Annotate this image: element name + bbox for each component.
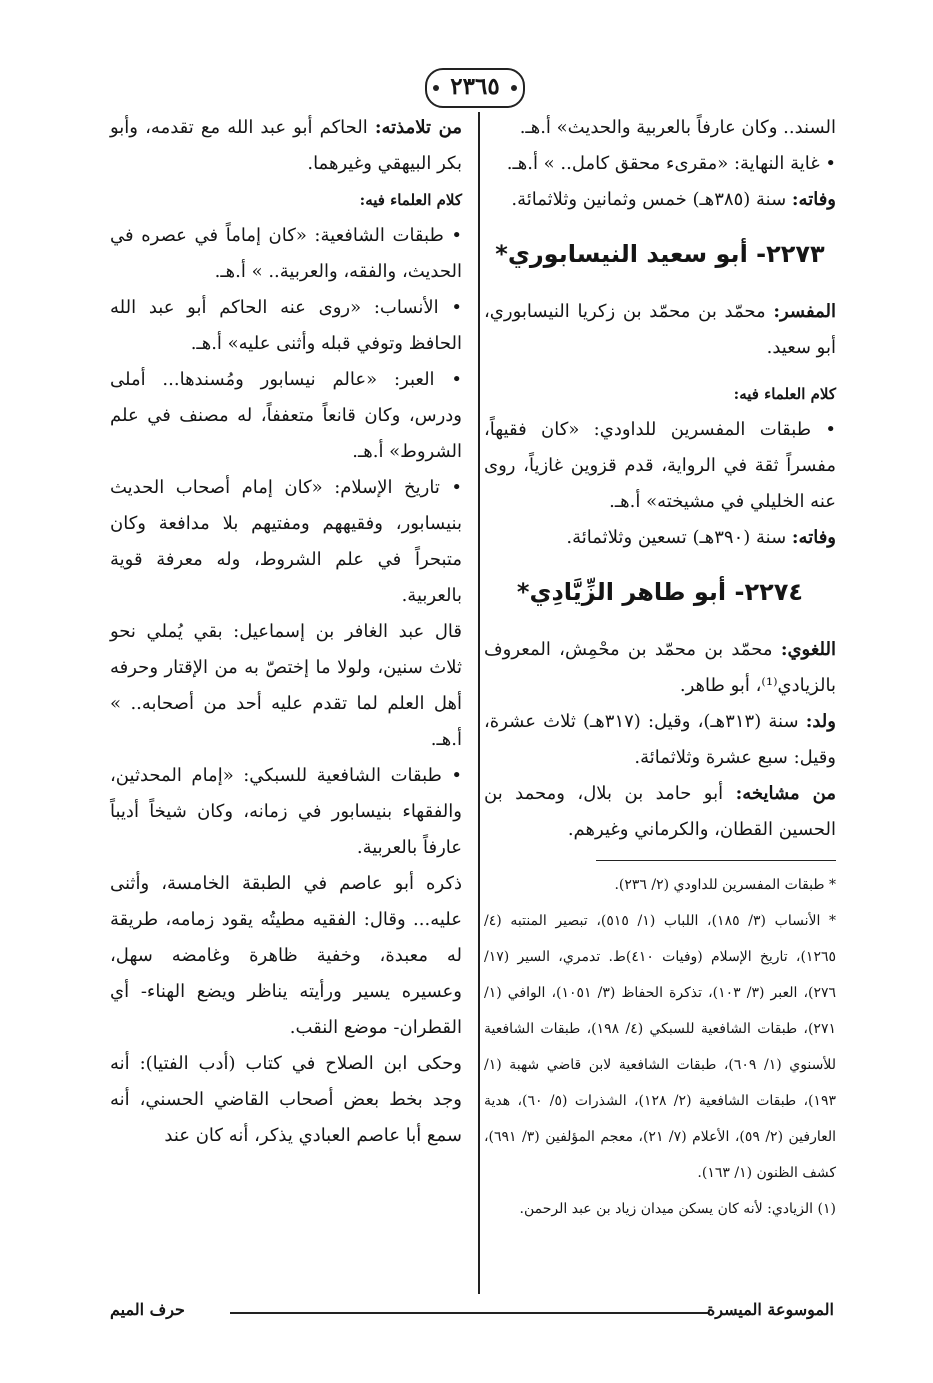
footer-rule bbox=[230, 1312, 709, 1314]
footnote: * الأنساب (٣/ ١٨٥)، اللباب (١/ ٥١٥)، تبصير المنتبه (٤/ ١٢٦٥)، تاريخ الإسلام (وفيات ٤١٠)ط. تدمري، السير (١٧/ ٢٧٦)، العبر (٣/ ١٠٣)، تذكرة الحفاظ (٣/ ١٠٥١)، الوافي (١/ ٢٧١)، طبقات الشافعية للسبكي (٤/ ١٩٨)، طبقات الشافعية للأسنوي (١/ ٦٠٩)، طبقات الشافعية لابن قاضي شهبة (١/ ١٩٣)، طبقات الشافعية (٢/ ١٢٨)، الشذرات (٥/ ٦٠)، هدية العارفين (٢/ ٥٩)، الأعلام (٧/ ٢١)، معجم المؤلفين (٣/ ٦٩١)، كشف الظنون (١/ ١٦٣). bbox=[484, 913, 837, 1181]
label: ولد: bbox=[805, 711, 836, 732]
footnote: (١) الزيادي: لأنه كان يسكن ميدان زياد بن عبد الرحمن. bbox=[519, 1201, 836, 1217]
text: سنة (٣٩٠هـ) تسعين وثلاثمائة. bbox=[566, 527, 792, 548]
text: الحاكم أبو عبد الله مع تقدمه، وأبو بكر البيهقي وغيرهما. bbox=[110, 117, 462, 174]
text: محمّد بن محمّد بن زكريا النيسابوري، أبو سعيد. bbox=[484, 301, 836, 358]
paragraph bbox=[110, 110, 462, 182]
paragraph: • تاريخ الإسلام: «كان إمام أصحاب الحديث بنيسابور، وفقيههم ومفتيهم بلا مدافعة وكان متبحراً في علم الشروط، وله معرفة قوية بالعربية. bbox=[110, 477, 462, 606]
paragraph: وحكى ابن الصلاح في كتاب (أدب الفتيا): أنه وجد بخط بعض أصحاب القاضي الحسني، أنه سمع أبا عاصم العبادي يذكر، أنه كان عند bbox=[110, 1053, 462, 1146]
paragraph bbox=[484, 520, 836, 556]
footer-book-title: الموسوعة الميسرة bbox=[706, 1300, 834, 1319]
text: سنة (٣١٣هـ)، وقيل: (٣١٧هـ) ثلاث عشرة، وقيل: سبع عشرة وثلاثمائة. bbox=[484, 711, 836, 768]
section-heading: كلام العلماء فيه: bbox=[733, 385, 836, 403]
label: من مشايخه: bbox=[735, 783, 837, 804]
paragraph: • الأنساب: «روى عنه الحاكم أبو عبد الله الحافظ وتوفي قبله وأثنى عليه» أ.هـ. bbox=[110, 297, 462, 354]
label: وفاته: bbox=[791, 527, 836, 548]
footnote-rule bbox=[596, 860, 836, 861]
paragraph: • طبقات الشافعية: «كان إماماً في عصره في الحديث، والفقه، والعربية.. » أ.هـ. bbox=[110, 225, 462, 282]
page-footer bbox=[110, 1300, 834, 1322]
entry-title: ٢٢٧٣- أبو سعيد النيسابوري* bbox=[495, 240, 825, 268]
footnote: * طبقات المفسرين للداودي (٢/ ٢٣٦). bbox=[614, 877, 836, 893]
paragraph bbox=[484, 182, 836, 218]
footer-section-title: حرف الميم bbox=[110, 1300, 185, 1319]
left-column bbox=[110, 110, 462, 1154]
paragraph: السند.. وكان عارفاً بالعربية والحديث» أ.هـ. bbox=[519, 117, 836, 138]
text: محمّد بن محمّد بن محْمِش، المعروف بالزيادي⁽¹⁾، أبو طاهر. bbox=[484, 639, 836, 696]
paragraph bbox=[484, 294, 836, 366]
entry-title: ٢٢٧٤- أبو طاهر الزِّيَّادِي* bbox=[516, 578, 804, 606]
label: اللغوي: bbox=[780, 639, 836, 660]
paragraph bbox=[484, 632, 836, 704]
paragraph: ذكره أبو عاصم في الطبقة الخامسة، وأثنى عليه... وقال: الفقيه مطيتُه يقود زمامه، طريقة له معبدة، وخفية ظاهرة وغامضه سهل، وعسيره يسير ورأيته يناظر ويضع الهناء- أي القطران- موضع النقب. bbox=[110, 873, 462, 1038]
section-heading: كلام العلماء فيه: bbox=[359, 191, 462, 209]
right-column bbox=[484, 110, 836, 1227]
paragraph: • غاية النهاية: «مقرىء محقق كامل.. » أ.هـ. bbox=[506, 153, 836, 174]
paragraph: • طبقات الشافعية للسبكي: «إمام المحدثين، والفقهاء بنيسابور في زمانه، وكان شيخاً أديباً عارفاً بالعربية. bbox=[110, 765, 462, 858]
paragraph: • العبر: «عالم نيسابور ومُسندها... أملى ودرس، وكان قانعاً متعففاً، له مصنف في علم الشروط» أ.هـ. bbox=[110, 369, 462, 462]
column-divider bbox=[478, 112, 480, 1294]
label: من تلامذته: bbox=[374, 117, 462, 138]
text: أبو حامد بن بلال، ومحمد بن الحسين القطان، والكرماني وغيرهم. bbox=[484, 783, 836, 840]
text: سنة (٣٨٥هـ) خمس وثمانين وثلاثمائة. bbox=[511, 189, 792, 210]
paragraph bbox=[484, 776, 836, 848]
paragraph bbox=[484, 704, 836, 776]
paragraph: • طبقات المفسرين للداودي: «كان فقيهاً، مفسراً ثقة في الرواية، قدم قزوين غازياً، روى عنه الخليلي في مشيخته» أ.هـ. bbox=[484, 419, 836, 512]
label: المفسر: bbox=[773, 301, 836, 322]
label: وفاته: bbox=[791, 189, 836, 210]
paragraph: قال عبد الغافر بن إسماعيل: بقي يُملي نحو ثلاث سنين، ولولا ما إختصّ به من الإقتار وحرفه أهل العلم لما تقدم عليه أحد من أصحابه.. » أ.هـ. bbox=[110, 621, 462, 750]
page-number: ٢٣٦٥ bbox=[425, 68, 525, 108]
